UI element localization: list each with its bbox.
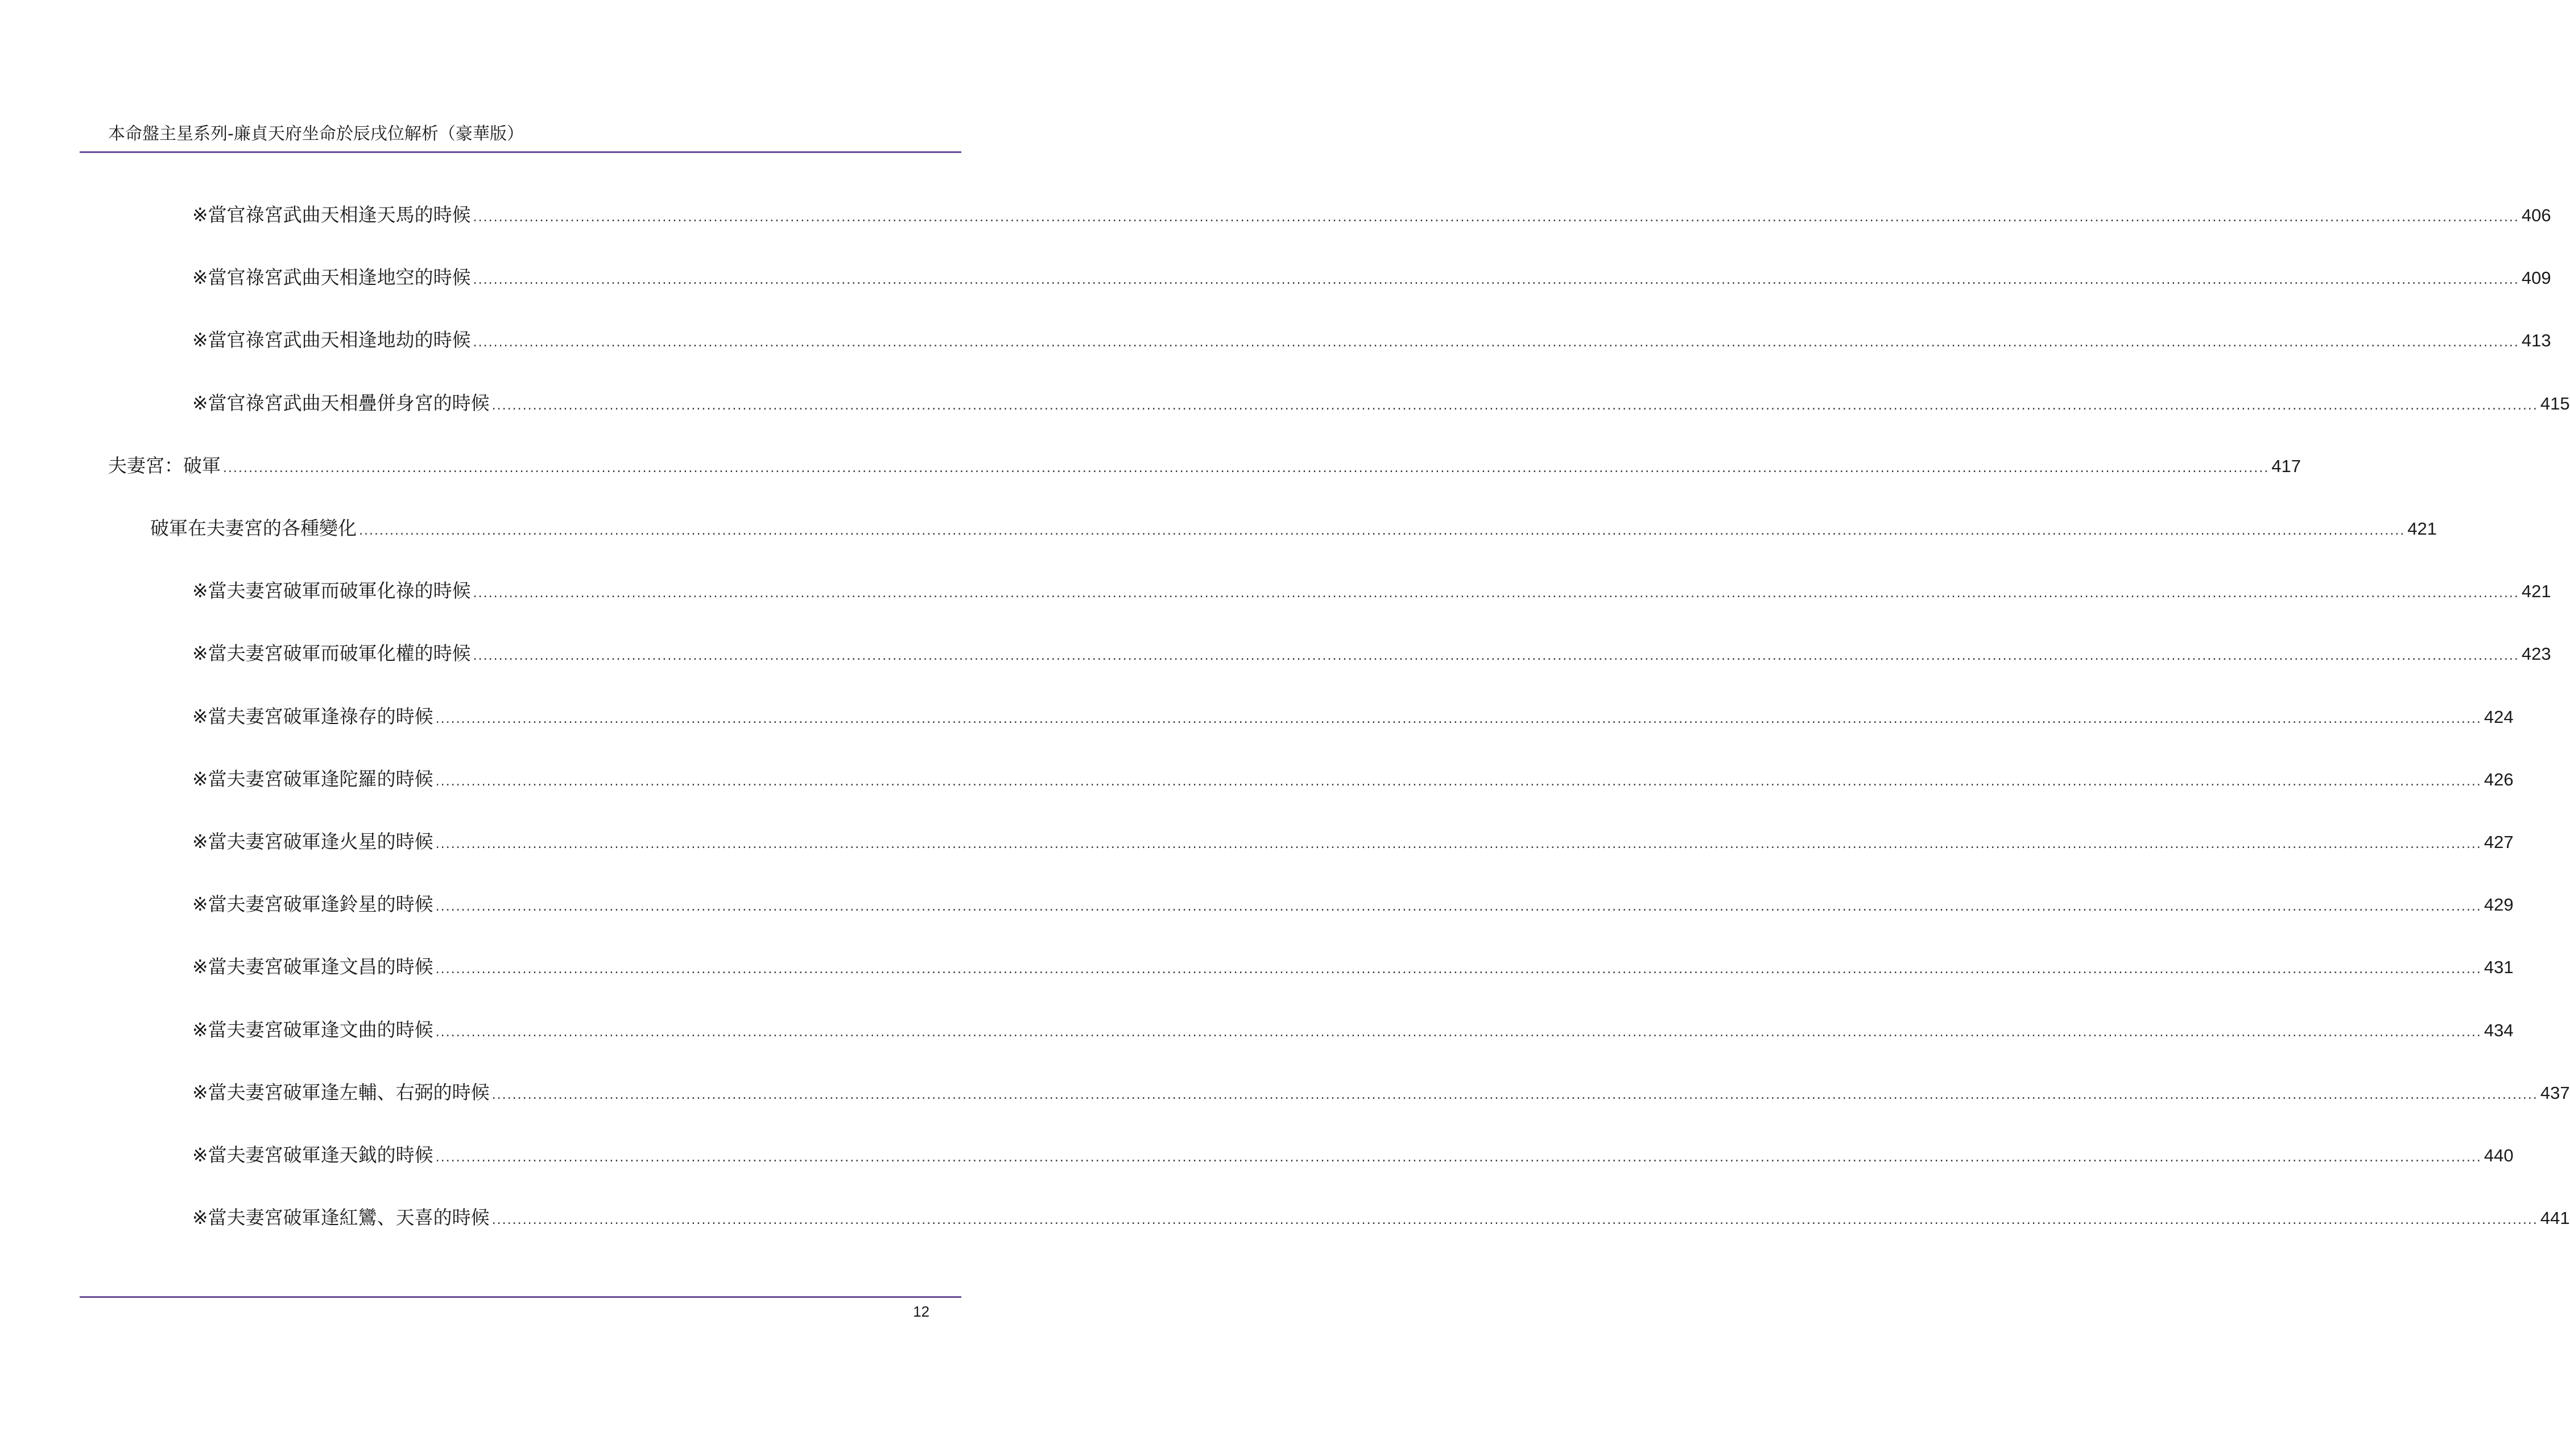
toc-entry[interactable] — [192, 201, 2551, 229]
dot-leader: ................................................................................................................................................................................................................................................................................................................................................................................................................ — [491, 399, 2538, 413]
dot-leader: ................................................................................................................................................................................................................................................................................................................................................................................................................ — [359, 524, 2406, 538]
page-number: 12 — [913, 1303, 929, 1320]
toc-entry-page: 417 — [2271, 456, 2301, 476]
toc-entry-page: 424 — [2484, 707, 2514, 727]
toc-entry-title: ※當夫妻宮破軍逢鈴星的時候 — [192, 893, 433, 915]
toc-entry-page: 431 — [2484, 957, 2514, 977]
toc-entry-page: 409 — [2521, 268, 2551, 288]
toc-entry-title: ※當夫妻宮破軍逢文昌的時候 — [192, 956, 433, 978]
toc-entry[interactable] — [192, 263, 2551, 292]
dot-leader: ................................................................................................................................................................................................................................................................................................................................................................................................................ — [473, 336, 2519, 350]
dot-leader: ................................................................................................................................................................................................................................................................................................................................................................................................................ — [435, 712, 2482, 726]
toc-entry-section[interactable] — [150, 514, 2437, 543]
toc-entry-chapter[interactable] — [108, 452, 2301, 480]
toc-entry-title: ※當官祿宮武曲天相逢地劫的時候 — [192, 329, 471, 351]
dot-leader: ................................................................................................................................................................................................................................................................................................................................................................................................................ — [435, 962, 2482, 977]
dot-leader: ................................................................................................................................................................................................................................................................................................................................................................................................................ — [435, 900, 2482, 914]
toc-entry-page: 429 — [2484, 895, 2514, 915]
toc-entry-title: ※當夫妻宮破軍逢陀羅的時候 — [192, 768, 433, 790]
toc-entry-title: ※當夫妻宮破軍而破軍化祿的時候 — [192, 580, 471, 602]
toc-entry[interactable] — [192, 765, 2514, 793]
toc-entry-title: 夫妻宮：破軍 — [108, 454, 221, 477]
dot-leader: ................................................................................................................................................................................................................................................................................................................................................................................................................ — [491, 1213, 2538, 1227]
dot-leader: ................................................................................................................................................................................................................................................................................................................................................................................................................ — [473, 586, 2519, 601]
toc-entry-page: 415 — [2540, 394, 2570, 413]
toc-entry[interactable] — [192, 1078, 2570, 1107]
footer-divider — [80, 1296, 961, 1298]
toc-entry-page: 421 — [2407, 519, 2437, 539]
toc-entry-page: 437 — [2540, 1083, 2570, 1103]
toc-entry[interactable] — [192, 389, 2570, 417]
dot-leader: ................................................................................................................................................................................................................................................................................................................................................................................................................ — [435, 775, 2482, 789]
toc-entry-page: 427 — [2484, 832, 2514, 852]
toc-entry-page: 406 — [2521, 205, 2551, 225]
toc-entry[interactable] — [192, 1016, 2514, 1044]
toc-entry[interactable] — [192, 828, 2514, 856]
toc-entry[interactable] — [192, 702, 2514, 731]
toc-entry-title: ※當夫妻宮破軍而破軍化權的時候 — [192, 642, 471, 664]
dot-leader: ................................................................................................................................................................................................................................................................................................................................................................................................................ — [473, 273, 2519, 287]
dot-leader: ................................................................................................................................................................................................................................................................................................................................................................................................................ — [435, 1025, 2482, 1040]
toc-entry-title: ※當官祿宮武曲天相逢天馬的時候 — [192, 204, 471, 226]
toc-entry-title: ※當夫妻宮破軍逢祿存的時候 — [192, 705, 433, 727]
toc-entry-page: 434 — [2484, 1020, 2514, 1040]
dot-leader: ................................................................................................................................................................................................................................................................................................................................................................................................................ — [473, 649, 2519, 663]
toc-entry[interactable] — [192, 639, 2551, 668]
toc-entry-page: 421 — [2521, 581, 2551, 601]
toc-entry-title: ※當夫妻宮破軍逢天鉞的時候 — [192, 1144, 433, 1166]
toc-entry-page: 413 — [2521, 330, 2551, 350]
toc-entry-title: ※當官祿宮武曲天相逢地空的時候 — [192, 266, 471, 288]
toc-entry[interactable] — [192, 1141, 2514, 1169]
dot-leader: ................................................................................................................................................................................................................................................................................................................................................................................................................ — [473, 210, 2519, 225]
toc-entry-title: ※當夫妻宮破軍逢紅鸞、天喜的時候 — [192, 1206, 490, 1228]
dot-leader: ................................................................................................................................................................................................................................................................................................................................................................................................................ — [491, 1088, 2538, 1102]
toc-entry-page: 440 — [2484, 1145, 2514, 1165]
toc-entry-title: ※當夫妻宮破軍逢文曲的時候 — [192, 1019, 433, 1041]
toc-entry-title: ※當夫妻宮破軍逢左輔、右弼的時候 — [192, 1081, 490, 1103]
toc-entry-title: ※當夫妻宮破軍逢火星的時候 — [192, 830, 433, 853]
toc-entry[interactable] — [192, 890, 2514, 919]
running-header-title: 本命盤主星系列-廉貞天府坐命於辰戌位解析（豪華版） — [108, 124, 524, 144]
toc-entry[interactable] — [192, 953, 2514, 981]
toc-entry-page: 426 — [2484, 770, 2514, 789]
toc-entry-page: 423 — [2521, 644, 2551, 664]
dot-leader: ................................................................................................................................................................................................................................................................................................................................................................................................................ — [223, 461, 2270, 475]
dot-leader: ................................................................................................................................................................................................................................................................................................................................................................................................................ — [435, 837, 2482, 851]
toc-entry[interactable] — [192, 326, 2551, 354]
toc-entry-page: 441 — [2540, 1208, 2570, 1228]
toc-entry[interactable] — [192, 577, 2551, 605]
toc-entry[interactable] — [192, 1203, 2570, 1232]
toc-entry-title: 破軍在夫妻宮的各種變化 — [150, 517, 357, 539]
dot-leader: ................................................................................................................................................................................................................................................................................................................................................................................................................ — [435, 1151, 2482, 1165]
toc-entry-title: ※當官祿宮武曲天相疊併身宮的時候 — [192, 392, 490, 414]
